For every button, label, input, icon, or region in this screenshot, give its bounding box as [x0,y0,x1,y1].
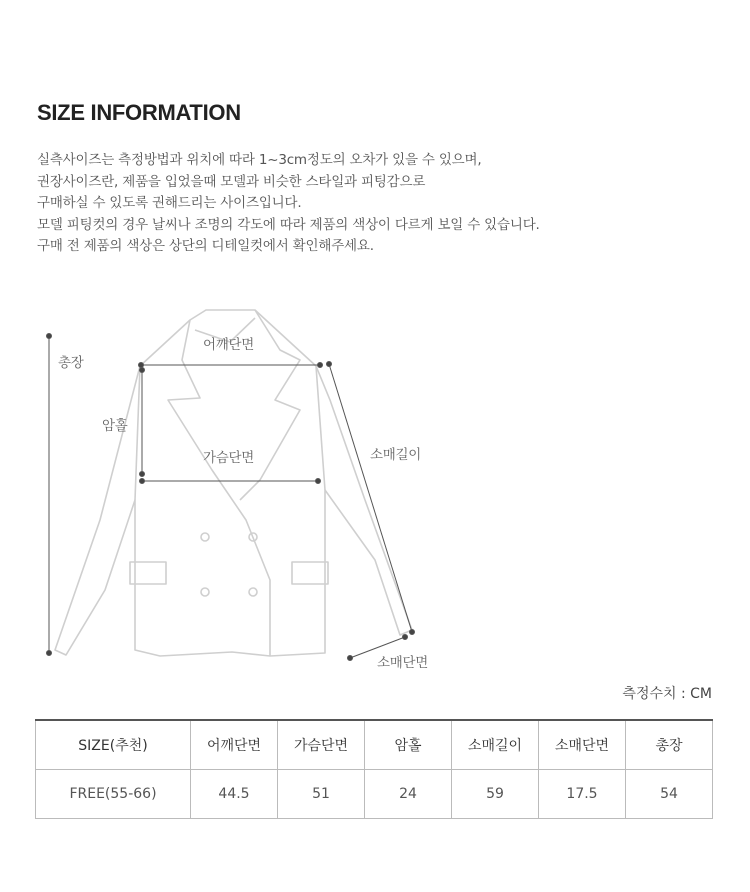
chest-label: 가슴단면 [203,450,254,466]
jacket-body-outline [55,310,412,656]
armhole-label: 암홀 [102,418,128,434]
table-header: 어깨단면 [191,720,278,770]
table-cell: 54 [626,770,713,819]
sleeve-length-label: 소매길이 [370,447,421,463]
measure-point [410,630,415,635]
measure-point [140,368,145,373]
note-line: 모델 피팅컷의 경우 날씨나 조명의 각도에 따라 제품의 색상이 다르게 보일 수 있습니다. [37,216,540,233]
table-cell: 59 [452,770,539,819]
measurement-diagram [0,290,750,680]
jacket-collar [168,320,270,656]
measure-point [140,479,145,484]
table-header: 총장 [626,720,713,770]
note-line: 구매하실 수 있도록 권해드리는 사이즈입니다. [37,195,302,211]
table-cell: 44.5 [191,770,278,819]
table-header-row [36,720,713,770]
total-length-label: 총장 [58,355,84,371]
measure-point [316,479,321,484]
measure-point [348,656,353,661]
table-cell: 17.5 [539,770,626,819]
shoulder-label: 어깨단면 [203,337,254,353]
measure-point [140,472,145,477]
measure-point [403,635,408,640]
jacket-illustration [0,290,750,680]
measure-point [139,363,144,368]
note-line: 실측사이즈는 측정방법과 위치에 따라 1~3cm정도의 오차가 있을 수 있으며, [37,152,482,168]
table-cell: 51 [278,770,365,819]
table-header: 소매단면 [539,720,626,770]
measure-point [318,363,323,368]
table-header: 가슴단면 [278,720,365,770]
size-table [35,719,713,819]
page-title: SIZE INFORMATION [37,100,241,125]
table-cell: FREE(55-66) [36,770,191,819]
button [201,588,209,596]
sleeve-width-label: 소매단면 [377,655,428,671]
measure-point [47,334,52,339]
table-header: 암홀 [365,720,452,770]
table-row [36,770,713,819]
size-notes [37,150,540,258]
table-cell: 24 [365,770,452,819]
table-header: 소매길이 [452,720,539,770]
table-header: SIZE(추천) [36,720,191,770]
note-line: 구매 전 제품의 색상은 상단의 디테일컷에서 확인해주세요. [37,238,374,254]
sleeve-length-line [329,364,412,632]
button [201,533,209,541]
measure-point [47,651,52,656]
note-line: 권장사이즈란, 제품을 입었을때 모델과 비슷한 스타일과 피팅감으로 [37,173,426,190]
button [249,588,257,596]
measure-point [327,362,332,367]
unit-label: 측정수치 : CM [622,686,712,702]
right-pocket-flap [292,562,328,584]
